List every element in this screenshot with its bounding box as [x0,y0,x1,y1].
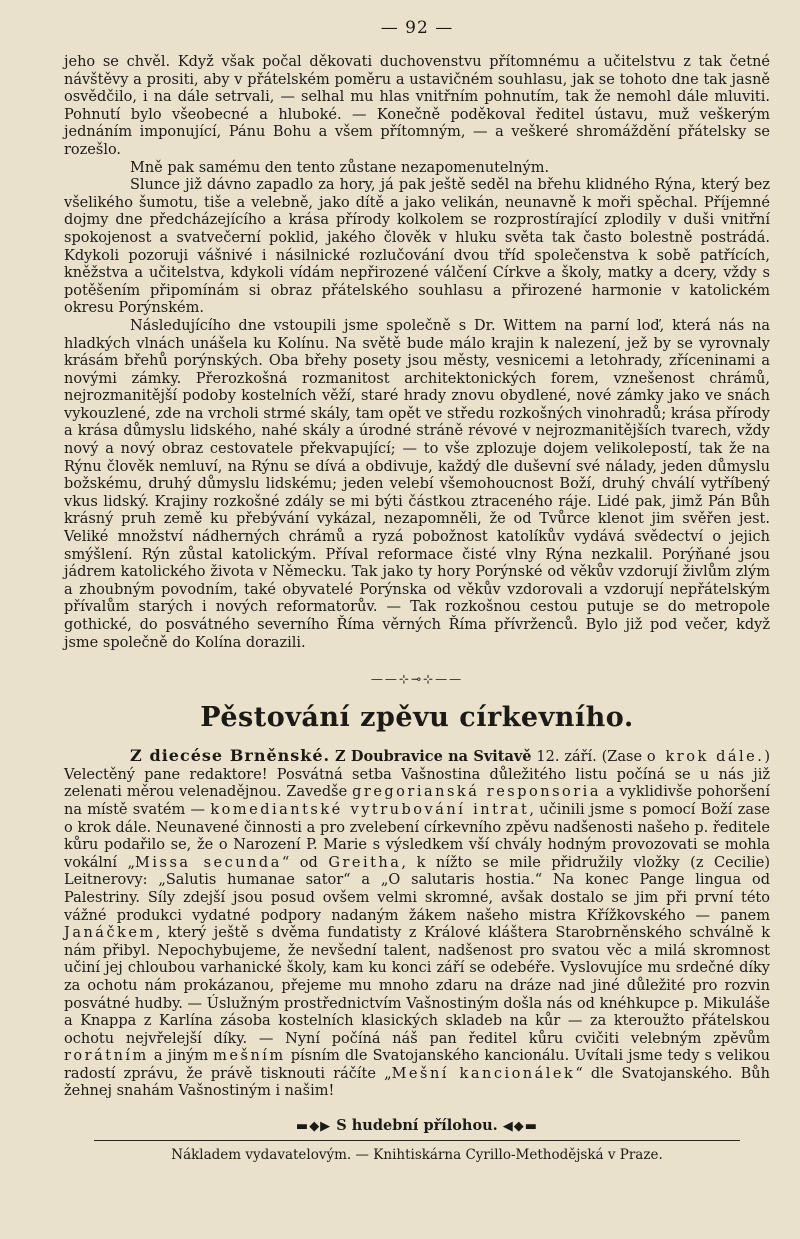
supplement-notice [64,1113,770,1134]
paragraph: Slunce již dávno zapadlo za hory, já pak ještě seděl na břehu klidného Rýna, který bez všelikého šumotu, tiše a velebně, jako dítě a jako velikán, neunavně k moři spěchal. Příjemné dojmy dne předcházejícího a krása přírody kolkolem se rozprostírající zplodily v duši vnitřní spokojenost a svatvečerní poklid, jakého člověk v hluku světa tak často bolestně postrádá. Kdykoli pozoruji vášnivé i násilnické rozlučování dvou tříd společenstva k sobě patřících, kněžstva a učitelstva, kdykoli vídám nepřirozené válčení Církve a školy, matky a dcery, vždy s potěšením připomínám si obraz přátelského souhlasu a přirozené harmonie v katolickém okresu Porýnském. [64,177,770,317]
pointing-hand-icon: ◀◆▬ [502,1119,539,1135]
section-divider: ——⊹⊸⊹—— [370,672,464,687]
imprint: Nákladem vydavatelovým. — Knihtiskárna Cyrillo-Methodějská v Praze. [171,1147,663,1164]
page-number: — 92 — [380,18,454,38]
footer-rule [94,1140,740,1141]
section-title: Pěstování zpěvu církevního. [200,702,634,734]
paragraph: jeho se chvěl. Když však počal děkovati duchovenstvu přítomnému a učitelstvu z tak četné návštěvy a prositi, aby v přátelském poměru a ustavičném souhlasu, jak se tohoto dne tak jasně osvědčilo, i na dále setrvali, — selhal mu hlas vnitřním pohnutím, tak že nemohl dále mluviti. Pohnutí bylo všeobecné a hluboké. — Konečně poděkoval ředitel ústavu, muž veškerým jednáním imponující, Pánu Bohu a všem přítomným, — a veškeré shromáždění přátelsky se rozešlo. [64,54,770,158]
report-place: Z Doubravice na Svitavě [335,748,532,766]
diocese-heading: Z diecése Brněnské. [130,746,331,766]
paragraph: Následujícího dne vstoupili jsme společně s Dr. Wittem na parní loď, která nás na hladkých vlnách unášela ku Kolínu. Na světě bude málo krajin k nalezení, jež by se vyrovnaly krásám břehů porýnských. Oba břehy posety jsou městy, vesnicemi a letohrady, zříceninami a novými zámky. Přerozkošná rozmanitost architektonických forem, vznešenost chrámů, nejrozmanitější podoby kostelních věží, staré hrady znovu obydlené, nové zámky jako ve snách vykouzlené, zde na vrcholi strmé skály, tam opět ve středu rozkošných vinohradů; krása přírody a krása důmyslu lidského, nahé skály a úrodné stráně révové v nejrozmanitějších tvarech, vždy nový a nový obraz cestovatele překvapující; — to vše zplozuje dojem velikolepostí, tak že na Rýnu člověk nemluví, na Rýnu se dívá a obdivuje, každý dle duševní své nálady, jeden důmyslu božskému, druhý důmyslu lidskému; jeden velebí všemohoucnost Boží, druhý chválí vytříbený vkus lidský. Krajiny rozkošné zdály se mi býti částkou ztraceného ráje. Lidé pak, jimž Pán Bůh krásný pruh země ku přebývání vykázal, nezapomněli, že od Tvůrce klenot jim svěřen jest. Veliké množství nádherných chrámů a ryzá pobožnost katolíkův vydává svědectví o jejich smýšlení. Rýn zůstal katolickým. Příval reformace čisté vlny Rýna nezkalil. Porýňané jsou jádrem katolického života v Německu. Tak jako ty hory Porýnské od věkův vzdorují živlům zlým a zhoubným povodním, také obyvatelé Porýnska od věkův vzdorovali a vzdorují nepřátelským přívalům starých i nových reformatorův. — Tak rozkošnou cestou putuje se do metropole gothické, do posvátného severního Říma věrných Říma přívrženců. Bylo již pod večer, když jsme společně do Kolína dorazili. [64,317,770,651]
paragraph: Mně pak samému den tento zůstane nezapomenutelným. [130,159,550,176]
supplement-label: S hudební přílohou. [336,1117,498,1135]
pointing-hand-icon: ▬◆▶ [295,1119,332,1135]
page [64,18,770,1163]
report-paragraph: Z diecése Brněnské. Z Doubravice na Svitavě 12. září. (Zase o krok dále.) Velectěný pane redaktore! Posvátná setba Vašnostina důležitého listu počíná se u nás již zelenati měrou velenadějnou. Zavedše gregorianská responsoria a vyklidivše pohoršení na místě svatém — komediantské vytrubování intrat, učinili jsme s pomocí Boží zase o krok dále. Neunavené činnosti a pro zvelebení církevního zpěvu nadšenosti našeho p. ředitele kůru podařilo se, že o Narození P. Marie s výsledkem vší chvály hodným provozovati se mohla vokální „Missa secunda“ od Greitha, k nížto se mile přidružily vložky (z Cecilie) Leitnerovy: „Salutis humanae sator“ a „O salutaris hostia.“ Na konec Pange lingua od Palestriny. Síly zdejší jsou posud ovšem velmi skromné, avšak dostalo se jim při první této vážné produkci vydatné podpory nadaným žákem našeho mistra Křížkovského — panem Janáčkem, který ještě s dvěma fundatisty z Králové kláštera Starobrněnského schválně k nám přibyl. Nepochybujeme, že nevšední talent, nadšenost pro svatou věc a milá skromnost učiní jej chloubou varhanické školy, kam ku konci září se odebéře. Vyslovujíce mu srdečné díky za ochotu nám prokázanou, přejeme mu mnoho zdaru na dráze nad jiné důležité pro rozvin posvátné hudby. — Úslužným prostřednictvím Vašnostiným došla nás od knéhkupce p. Mikuláše a Knappa z Karlína zásoba kostelních klasických skladeb na kůr — za kteroužto přátelskou ochotu nejvřelejší díky. — Nyní počíná náš pan ředitel kůru cvičiti velebným zpěvům rorátním a jiným mešním písním dle Svatojanského kancionálu. Uvítali jsme tedy s velikou radostí zprávu, že právě tisknouti ráčíte „Mešní kancionálek“ dle Svatojanského. Bůh žehnej snahám Vašnostiným i našim! [64,746,771,1100]
